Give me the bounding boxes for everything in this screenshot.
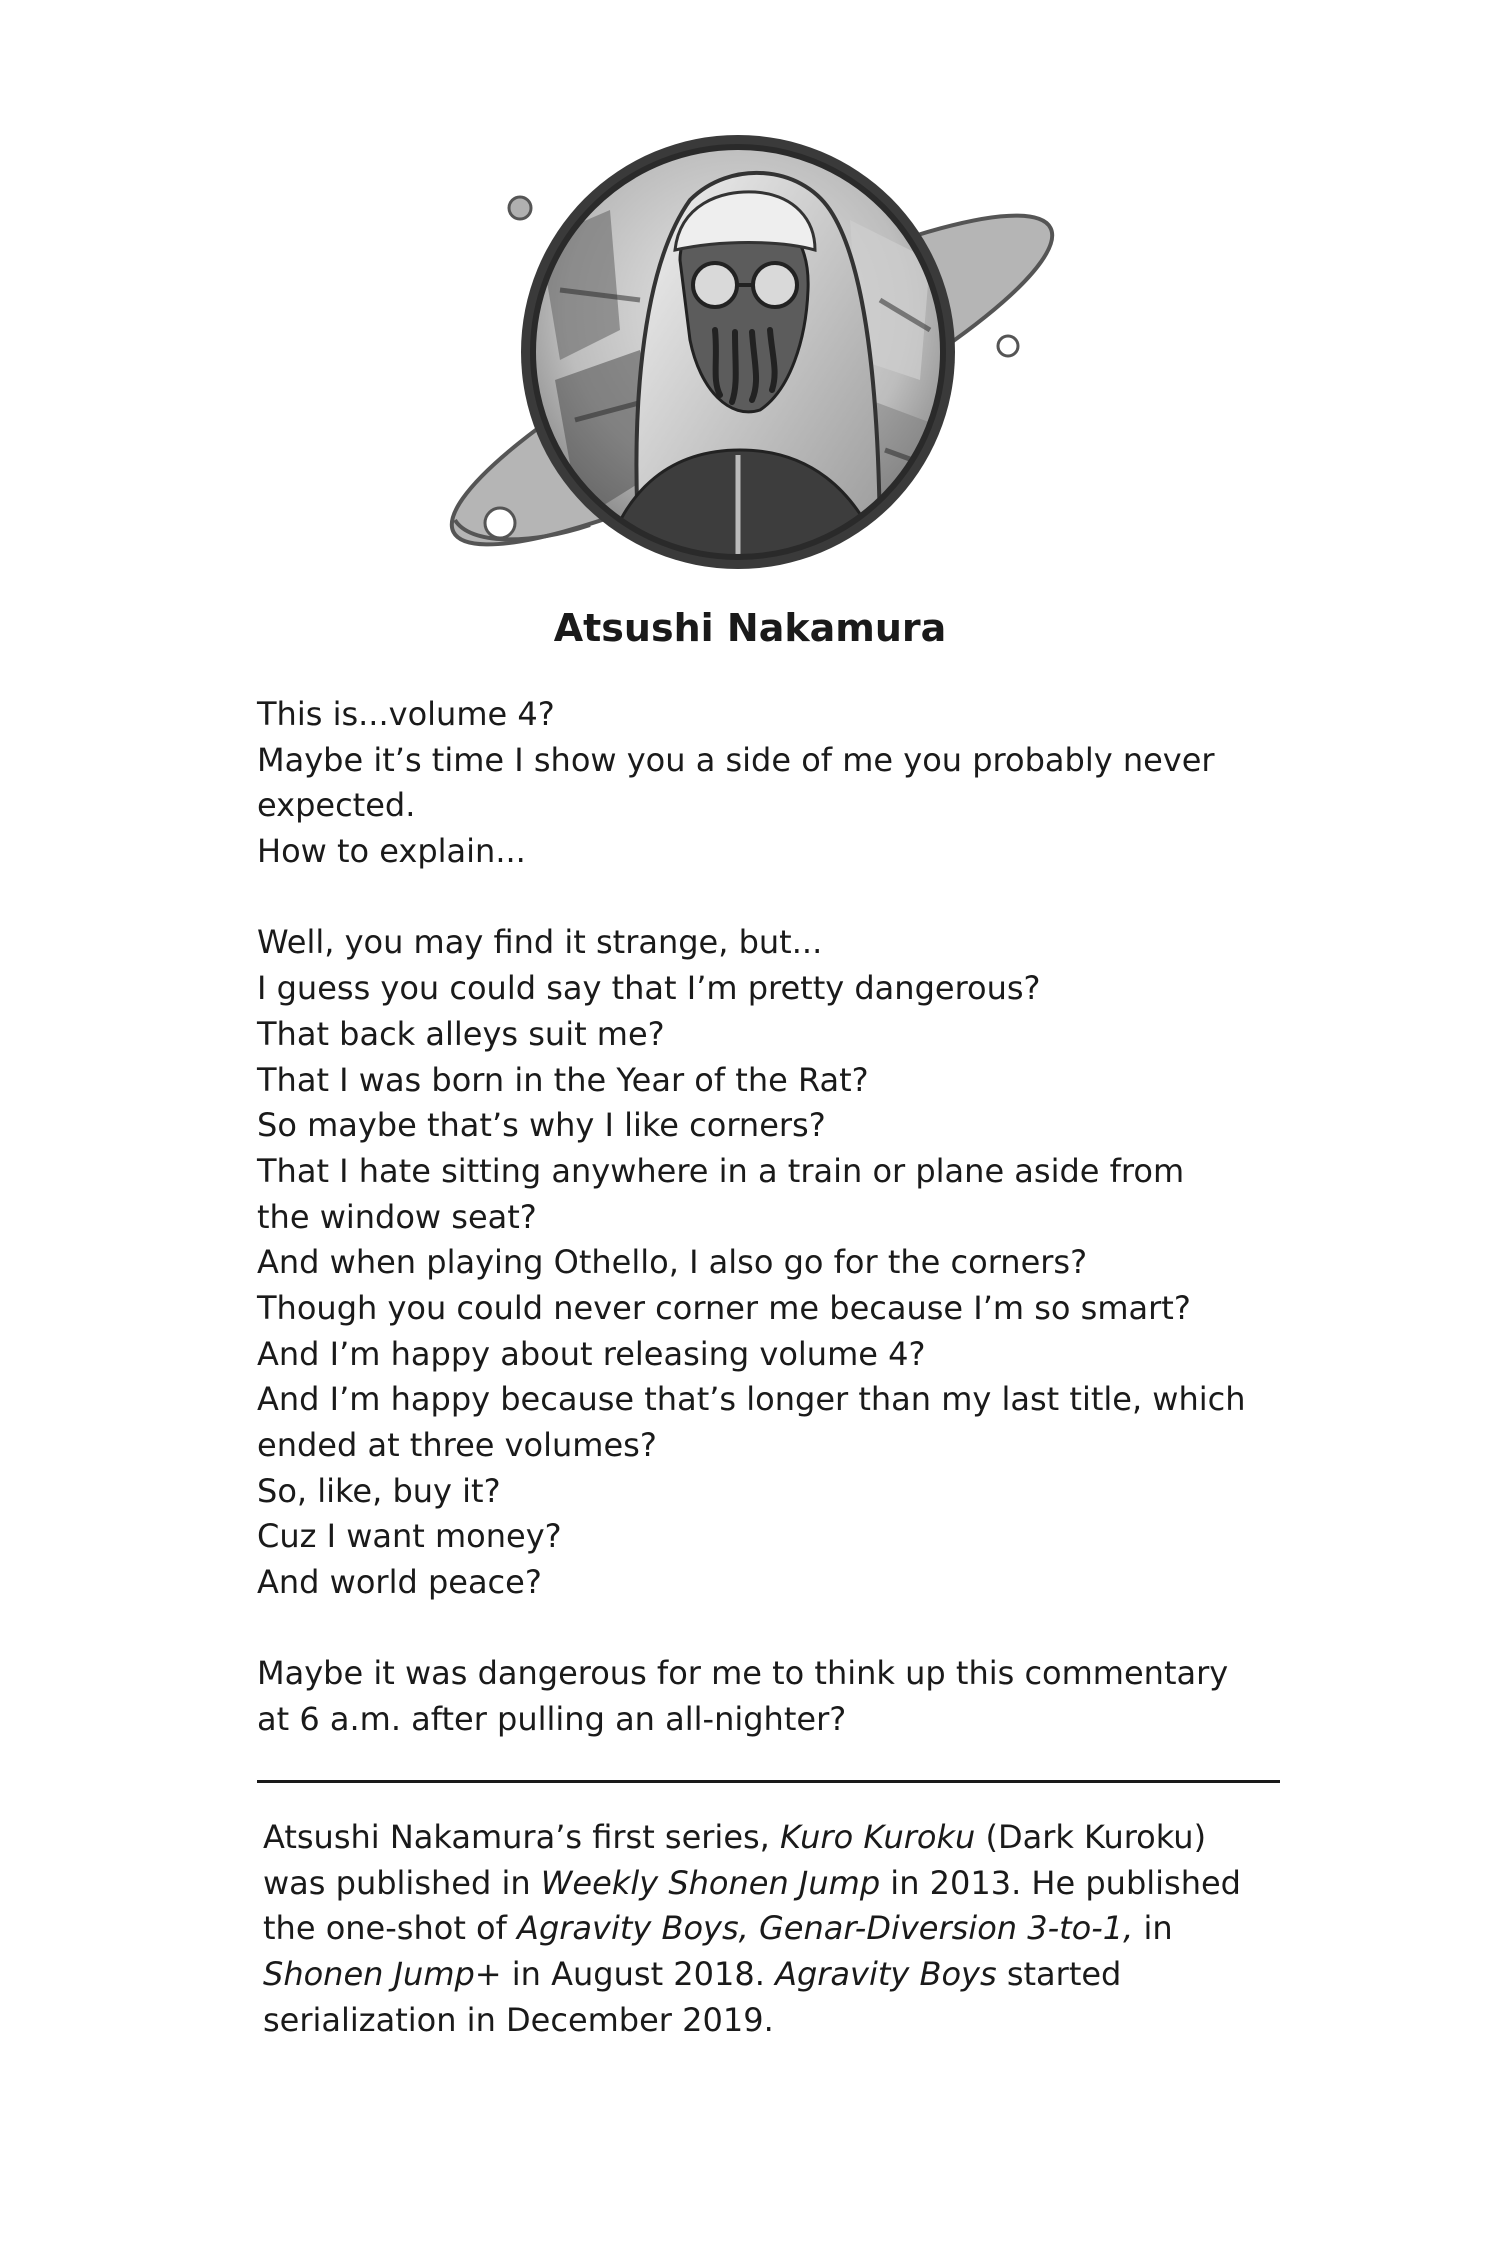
commentary-line: How to explain... — [257, 832, 526, 871]
commentary-line: So maybe that’s why I like corners? — [257, 1106, 826, 1145]
commentary-line: at 6 a.m. after pulling an all-nighter? — [257, 1700, 847, 1739]
orbit-dot-top-left — [509, 197, 531, 219]
series-title: Agravity Boys — [775, 1955, 997, 1994]
author-name: Atsushi Nakamura — [553, 606, 947, 650]
bio-line: was published in Weekly Shonen Jump in 2013. He published — [263, 1863, 1241, 1902]
author-portrait — [0, 0, 1500, 620]
bio-line: serialization in December 2019. — [263, 2000, 774, 2039]
commentary — [257, 692, 1317, 1743]
commentary-line: This is...volume 4? — [257, 695, 555, 733]
commentary-line: Maybe it’s time I show you a side of me you probably never — [257, 740, 1215, 779]
commentary-line: And when playing Othello, I also go for the corners? — [257, 1243, 1088, 1282]
divider — [257, 1780, 1280, 1783]
paragraph-break — [257, 875, 1317, 921]
bio-line: the one-shot of Agravity Boys, Genar-Diversion 3-to-1, in — [263, 1909, 1173, 1948]
commentary-line: ended at three volumes? — [257, 1426, 657, 1464]
commentary-line: Cuz I want money? — [257, 1517, 562, 1556]
commentary-line: And I’m happy about releasing volume 4? — [257, 1334, 926, 1373]
commentary-line: Though you could never corner me because I’m so smart? — [257, 1288, 1191, 1327]
commentary-line: expected. — [257, 786, 416, 825]
one-shot-title: Agravity Boys, Genar-Diversion 3-to-1, — [517, 1909, 1134, 1948]
magazine-title: Weekly Shonen Jump — [540, 1863, 881, 1902]
commentary-line: So, like, buy it? — [257, 1471, 501, 1510]
commentary-line: I guess you could say that I’m pretty dangerous? — [257, 969, 1041, 1008]
commentary-line: That back alleys suit me? — [257, 1014, 665, 1053]
author-bio — [263, 1815, 1323, 2044]
magazine-title: Shonen Jump+ — [263, 1955, 502, 1994]
bio-line: Shonen Jump+ in August 2018. Agravity Boys started — [263, 1955, 1122, 1994]
commentary-line: And I’m happy because that’s longer than my last title, which — [257, 1380, 1246, 1419]
orbit-dot-bottom-left — [485, 508, 515, 538]
commentary-line: And world peace? — [257, 1563, 542, 1602]
orbit-dot-right — [998, 336, 1018, 356]
bio-line: Atsushi Nakamura’s first series, Kuro Kuroku (Dark Kuroku) — [263, 1818, 1207, 1856]
series-title: Kuro Kuroku — [780, 1818, 976, 1856]
commentary-line: Maybe it was dangerous for me to think up this commentary — [257, 1654, 1229, 1693]
commentary-line: the window seat? — [257, 1197, 537, 1236]
commentary-line: That I hate sitting anywhere in a train or plane aside from — [257, 1151, 1185, 1190]
paragraph-break — [257, 1606, 1317, 1652]
commentary-line: Well, you may find it strange, but... — [257, 923, 823, 962]
commentary-line: That I was born in the Year of the Rat? — [257, 1060, 869, 1099]
